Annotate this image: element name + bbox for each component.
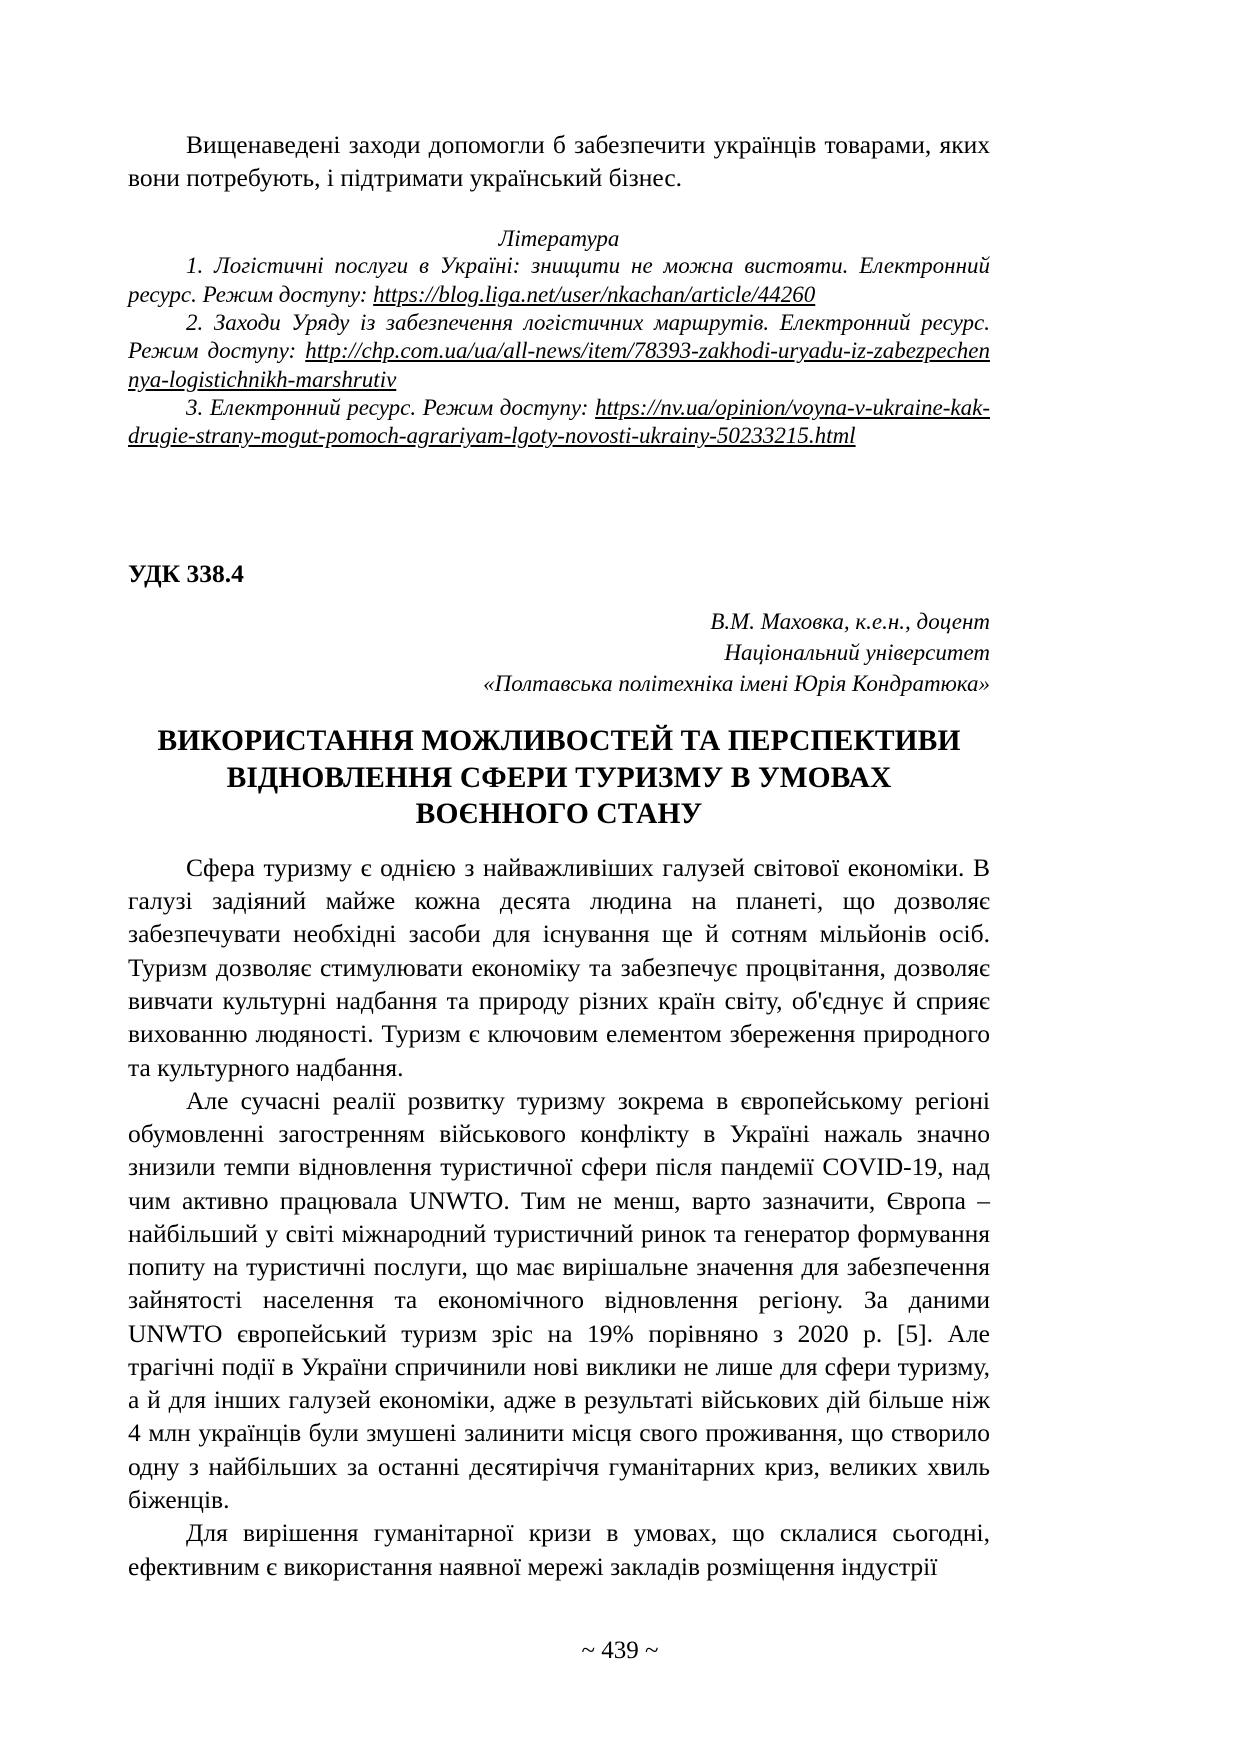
references-heading: Література [498, 225, 620, 251]
article-title-line-3: ВОЄННОГО СТАНУ [415, 798, 703, 831]
author-affiliation-block [128, 607, 990, 699]
reference-text-3: 3. Електронний ресурс. Режим доступу: [186, 395, 596, 421]
article-title [128, 723, 990, 833]
reference-url-1[interactable]: https://blog.liga.net/user/nkachan/article/44260 [373, 281, 816, 307]
author-affiliation-line-2: «Полтавська політехніка імені Юрія Кондратюка» [483, 670, 990, 696]
body-paragraph-3: Для вирішення гуманітарної кризи в умовах, що склалися сьогодні, ефективним є використання наявної мережі закладів розміщення індустрії [128, 1518, 990, 1581]
article-title-line-1: ВИКОРИСТАННЯ МОЖЛИВОСТЕЙ ТА ПЕРСПЕКТИВИ [157, 725, 961, 758]
author-name: В.М. Маховка, к.е.н., доцент [710, 609, 990, 635]
body-paragraph-2: Але сучасні реалії розвитку туризму зокрема в європейському регіоні обумовленні загостренням військового конфлікту в Україні нажаль значно знизили темпи відновлення туристичної сфери після пандемії COVID-19, над чим активно працювала UNWTO. Тим не менш, варто зазначити, Європа – найбільший у світі міжнародний туристичний ринок та генератор формування попиту на туристичні послуги, що має вирішальне значення для забезпечення зайнятості населення та економічного відновлення регіону. За даними UNWTO європейський туризм зріс на 19% порівняно з 2020 р. [5]. Але трагічні події в України спричинили нові виклики не лише для сфери туризму, а й для інших галузей економіки, адже в результаті військових дій більше ніж 4 млн українців були змушені залинити місця свого проживання, що створило одну з найбільших за останні десятиріччя гуманітарних криз, великих хвиль біженців. [128, 1085, 990, 1514]
reference-url-2[interactable]: http://chp.com.ua/ua/all-news/item/78393-zakhodi-uryadu-iz-zabezpechennya-logistichnikh-marshrutiv [128, 338, 990, 392]
reference-item-3 [128, 394, 990, 451]
reference-text-1: 1. Логістичні послуги в Україні: знищити не можна вистояти. Електронний ресурс. Режим доступу: [128, 253, 990, 307]
page-content [128, 128, 990, 1583]
reference-item-1 [128, 252, 990, 309]
reference-text-2: 2. Заходи Уряду із забезпечення логістичних маршрутів. Електронний ресурс. Режим доступу: [128, 309, 990, 364]
reference-url-3[interactable]: https://nv.ua/opinion/voyna-v-ukraine-kak-drugie-strany-mogut-pomoch-agrariyam-lgoty-novosti-ukrainy-50233215.html [128, 395, 990, 449]
body-paragraph-1: Сфера туризму є однією з найважливіших галузей світової економіки. В галузі задіяний майже кожна десята людина на планеті, що дозволяє забезпечувати необхідні засоби для існування ще й сотням мільйонів осіб. Туризм дозволяє стимулювати економіку та забезпечує процвітання, дозволяє вивчати культурні надбання та природу різних країн світу, об'єднує й сприяє вихованню людяності. Туризм є ключовим елементом збереження природного та культурного надбання. [128, 852, 990, 1082]
author-affiliation-line-1: Національний університет [724, 640, 990, 666]
article-title-line-2: ВІДНОВЛЕННЯ СФЕРИ ТУРИЗМУ В УМОВАХ [226, 761, 892, 794]
udc-code: УДК 338.4 [128, 558, 244, 588]
reference-item-2 [128, 309, 990, 394]
page-number: ~ 439 ~ [581, 1637, 659, 1664]
intro-paragraph: Вищенаведені заходи допомогли б забезпечити українців товарами, яких вони потребують, і підтримати український бізнес. [128, 130, 990, 193]
